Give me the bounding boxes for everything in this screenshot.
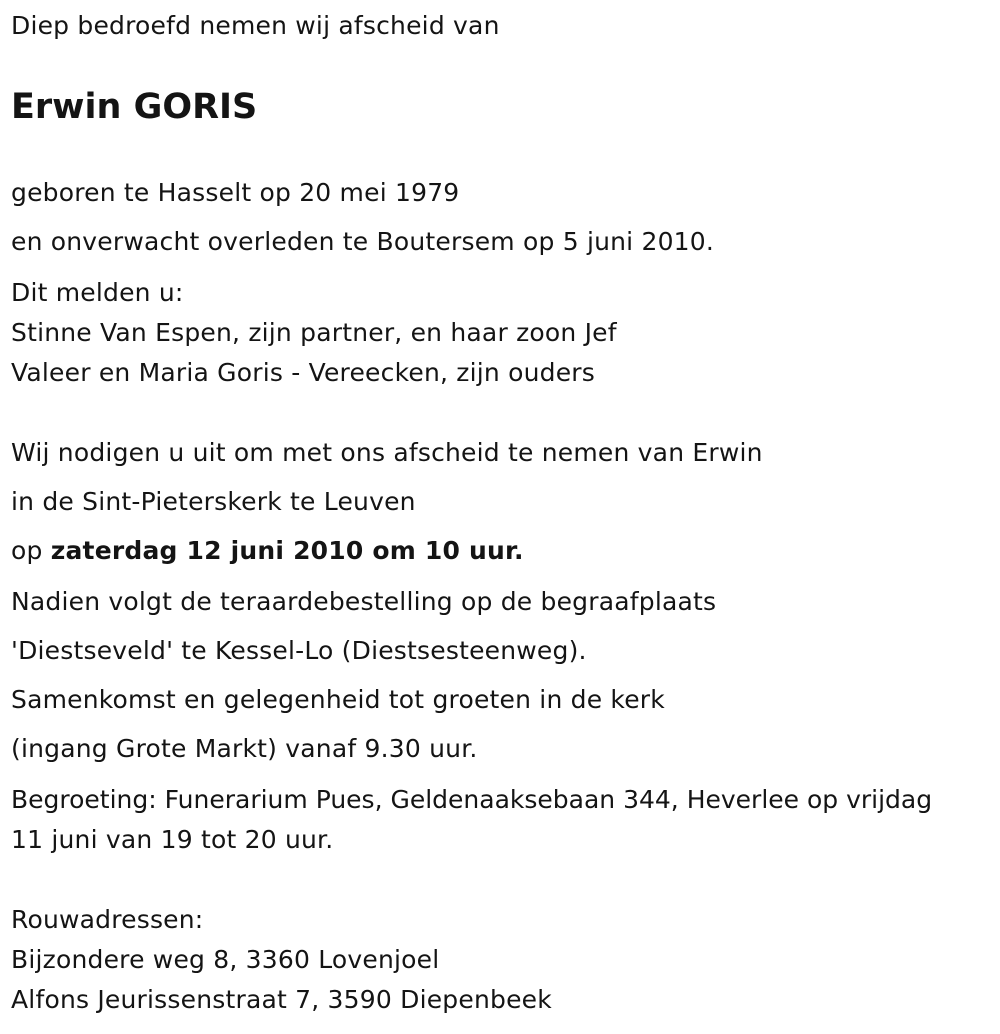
ceremony-date: zaterdag 12 juni 2010 om 10 uur.	[50, 536, 524, 565]
addresses-label: Rouwadressen:	[11, 905, 204, 934]
death-line: en onverwacht overleden te Boutersem op 5 juni 2010.	[11, 227, 715, 256]
announcers-label: Dit melden u:	[11, 278, 184, 307]
ceremony-date-line	[11, 536, 524, 566]
ceremony-date-prefix: op	[11, 536, 43, 565]
greeting-line-1: Begroeting: Funerarium Pues, Geldenaaksebaan 344, Heverlee op vrijdag	[11, 785, 933, 814]
burial-line-2: 'Diestseveld' te Kessel-Lo (Diestsesteenweg).	[11, 636, 587, 665]
intro-text: Diep bedroefd nemen wij afscheid van	[11, 11, 500, 40]
address-2: Alfons Jeurissenstraat 7, 3590 Diepenbeek	[11, 985, 552, 1014]
birth-line: geboren te Hasselt op 20 mei 1979	[11, 178, 460, 207]
burial-line-1: Nadien volgt de teraardebestelling op de begraafplaats	[11, 587, 717, 616]
invitation-line-2: in de Sint-Pieterskerk te Leuven	[11, 487, 416, 516]
gathering-line-2: (ingang Grote Markt) vanaf 9.30 uur.	[11, 734, 478, 763]
deceased-name: Erwin GORIS	[11, 87, 258, 127]
announcer-partner: Stinne Van Espen, zijn partner, en haar zoon Jef	[11, 318, 617, 347]
greeting-line-2: 11 juni van 19 tot 20 uur.	[11, 825, 334, 854]
invitation-line-1: Wij nodigen u uit om met ons afscheid te nemen van Erwin	[11, 438, 763, 467]
announcer-parents: Valeer en Maria Goris - Vereecken, zijn ouders	[11, 358, 595, 387]
gathering-line-1: Samenkomst en gelegenheid tot groeten in de kerk	[11, 685, 665, 714]
address-1: Bijzondere weg 8, 3360 Lovenjoel	[11, 945, 440, 974]
